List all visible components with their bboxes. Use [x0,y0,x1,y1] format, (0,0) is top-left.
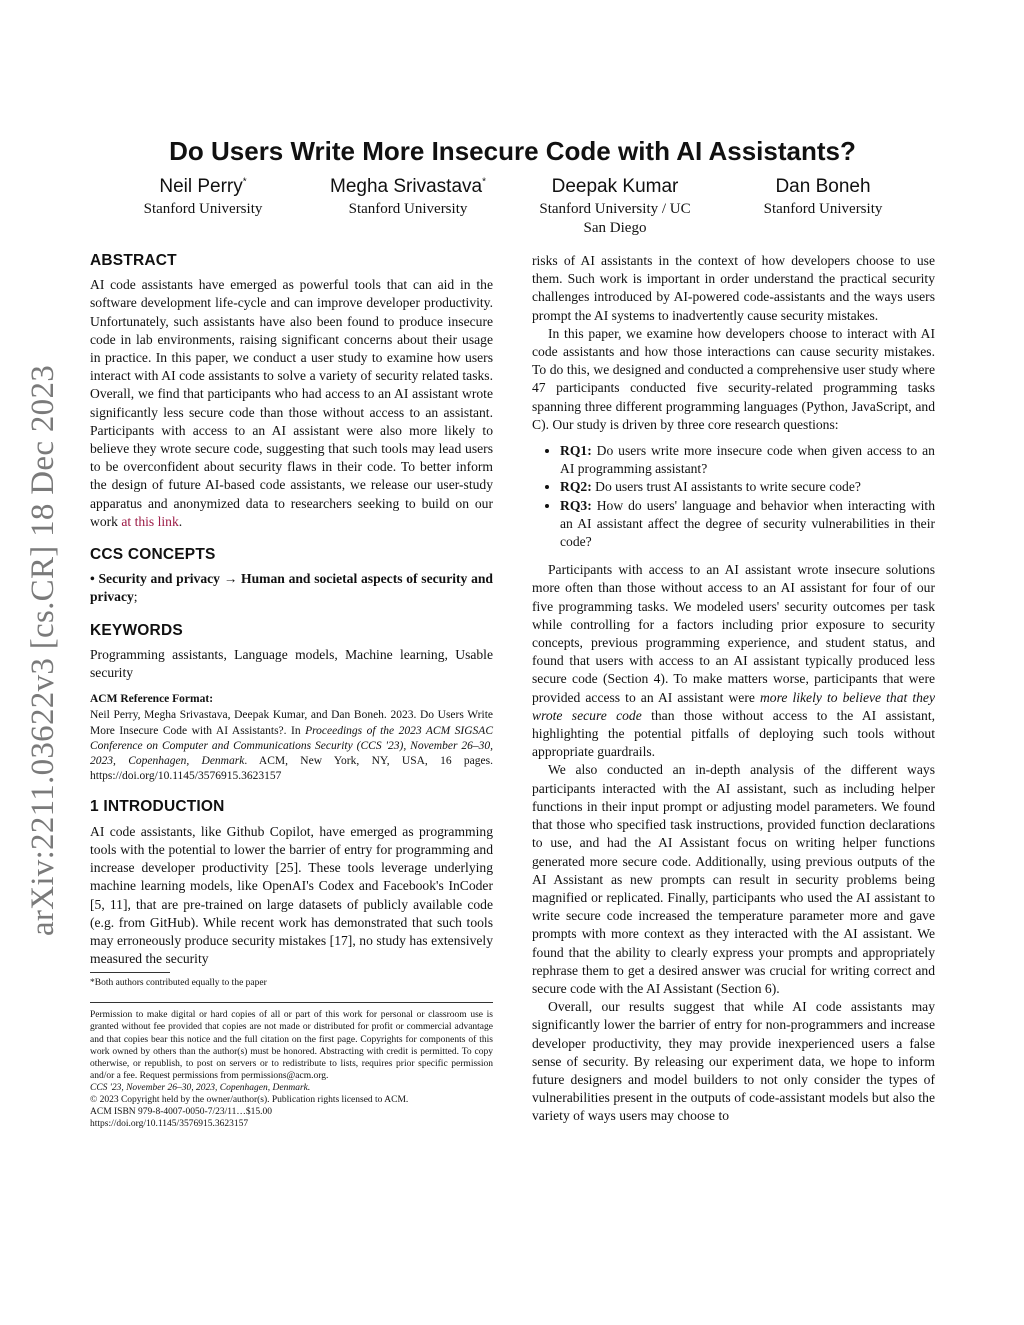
author-mark: * [482,176,486,188]
author-affiliation: Stanford University [763,201,883,217]
author [728,176,918,219]
arxiv-identifier [14,360,74,940]
author-name: Neil Perry [159,176,243,197]
doi: https://doi.org/10.1145/3576915.3623157 [90,1119,249,1130]
acm-ref-heading: ACM Reference Format: [90,693,214,706]
ccs-heading: CCS CONCEPTS [90,546,216,564]
permission-notice: Permission to make digital or hard copies of all or part of this work for personal or classroom use is granted without fee provided that copies are not made or distributed for profit or commercial advantage and that copies bear this notice and the full citation on the first page. Copyrights for components of this work owned by others than the author(s) must be honored. Abstracting with credit is permitted. To copy otherwise, or republish, to post on servers or to redistribute to lists, requires prior specific permission and/or a fee. Request permissions from permissions@acm.org. [90,1010,493,1081]
author-name: Deepak Kumar [551,176,679,197]
author [108,176,298,219]
keywords-heading: KEYWORDS [90,621,183,639]
acm-reference: Neil Perry, Megha Srivastava, Deepak Kumar, and Dan Boneh. 2023. Do Users Write More Insecure Code with AI Assistants?. In Proceedings of the 2023 ACM SIGSAC Conference on Computer and Communications Security (CCS '23), November 26–30, 2023, Copenhagen, Denmark. ACM, New York, NY, USA, 16 pages. https://doi.org/10.1145/3576915.3623157 [90,709,493,783]
data-link[interactable]: at this link [121,513,179,529]
abstract-heading: ABSTRACT [90,252,177,269]
intro-heading: 1 INTRODUCTION [90,798,225,816]
intro-paragraph: Participants with access to an AI assistant wrote insecure solutions more often than those without access to an AI assistant for four of our five programming tasks. We modeled users' security outcomes per task while controlling for a factors including prior exposure to security concepts, previous programming experience, and student status, and found that users with access to an AI assistant typically produced less secure code (Section 4). To make matters worse, participants that were provided access to an AI assistant were more likely to believe that they wrote secure code than those without access to the AI assistant, highlighting the potential pitfalls of deploying such tools without appropriate guardrails. [532,562,936,760]
research-question: • RQ2: Do users trust AI assistants to write secure code? [560,478,935,496]
research-question: • RQ1: Do users write more insecure code when given access to an AI programming assistant? [560,442,935,478]
author [313,176,503,219]
footnote: *Both authors contributed equally to the paper [90,978,267,989]
intro-paragraph: We also conducted an in-depth analysis of the different ways participants interacted with the AI assistant, such as including helper functions in their input prompt or adjusting model parameters. We found that those who specified task instructions, provided function declarations to use, and had the AI Assistant focus on writing helper functions generated more secure code. Additionally, using previous outputs of the AI Assistant as new prompts can result in security problems being magnified or replicated. Finally, participants who used the AI assistant to write secure code increased the temperature parameter more and gave prompts with more context as they interacted with the AI assistant. We found that the ability to clearly express your prompts and appropriately rephrase them to get a desired answer was crucial for writing correct and secure code with the AI Assistant (Section 6). [532,762,935,996]
author-mark: * [242,176,247,188]
isbn: ACM ISBN 979-8-4007-0050-7/23/11…$15.00 [90,1107,272,1118]
left-column [90,252,493,1130]
keywords-text: Programming assistants, Language models, Machine learning, Usable security [90,646,493,681]
intro-paragraph: In this paper, we examine how developers choose to interact with AI code assistants and how those interactions can cause security mistakes. To do this, we designed and conducted a comprehensive user study where 47 participants conducted five security-related programming tasks spanning three different programming languages (Python, JavaScript, and C). Our study is driven by three core research questions: [532,325,935,432]
intro-paragraph: AI code assistants, like Github Copilot, have emerged as programming tools with the potential to lower the barrier of entry for programming and increase developer productivity [25]. These tools leverage underlying machine learning models, like OpenAI's Codex and Facebook's InCoder [5, 11], that are pre-trained on large datasets of publicly available code (e.g. from GitHub). While recent work has demonstrated that such tools may erroneously produce security mistakes [17], no study has extensively measured the security [90,823,493,967]
abstract-text: AI code assistants have emerged as powerful tools that can aid in the software development life-cycle and can improve developer productivity. Unfortunately, such assistants have also been found to produce insecure code in lab environments, raising significant concerns about their usage in practice. In this paper, we conduct a user study to examine how users interact with AI code assistants to solve a variety of security related tasks. Overall, we find that participants who had access to an AI assistant wrote significantly less secure code than those without access to an assistant. Participants with access to an AI assistant were also more likely to believe they wrote secure code, suggesting that such tools may lead users to be overconfident about security flaws in their code. To better inform the design of future AI-based code assistants, we release our user-study apparatus and anonymized data to researchers seeking to build on our work at this link. [90,277,493,529]
footnote-divider [90,972,170,973]
author-name: Dan Boneh [775,176,871,197]
author [520,176,710,238]
author-affiliation: Stanford University [143,201,263,217]
research-questions [532,442,935,551]
arxiv-identifier-text: arXiv:2211.03622v3 [cs.CR] 18 Dec 2023 [25,364,62,936]
intro-paragraph: risks of AI assistants in the context of how developers choose to use them. Such work is important in order understand the practical security challenges introduced by AI-powered code-assistants and the ways users prompt the AI systems to inadvertently cause security mistakes. [532,253,935,323]
author-affiliation: Stanford University / UC San Diego [539,201,691,236]
author-affiliation: Stanford University [348,201,468,217]
right-column [532,252,935,1126]
ccs-concepts: • Security and privacy → Human and societal aspects of security and privacy; [90,571,493,605]
conference-info: CCS '23, November 26–30, 2023, Copenhagen, Denmark. [90,1082,311,1093]
copyright: © 2023 Copyright held by the owner/author(s). Publication rights licensed to ACM. [90,1094,409,1105]
author-list [88,176,938,246]
intro-paragraph: Overall, our results suggest that while AI code assistants may significantly lower the barrier of entry for non-programmers and increase developer productivity, they may provide inexperienced users a false sense of security. By releasing our experiment data, we hope to inform future designers and model builders to not only consider the types of vulnerabilities present in the outputs of code-assistant models but also the variety of ways users may choose to [532,999,935,1124]
permission-divider [90,1002,493,1003]
author-name: Megha Srivastava [330,176,483,197]
research-question: • RQ3: How do users' language and behavior when interacting with an AI assistant affect the degree of security vulnerabilities in their code? [560,497,935,552]
paper-title: Do Users Write More Insecure Code with AI Assistants? [169,136,856,166]
